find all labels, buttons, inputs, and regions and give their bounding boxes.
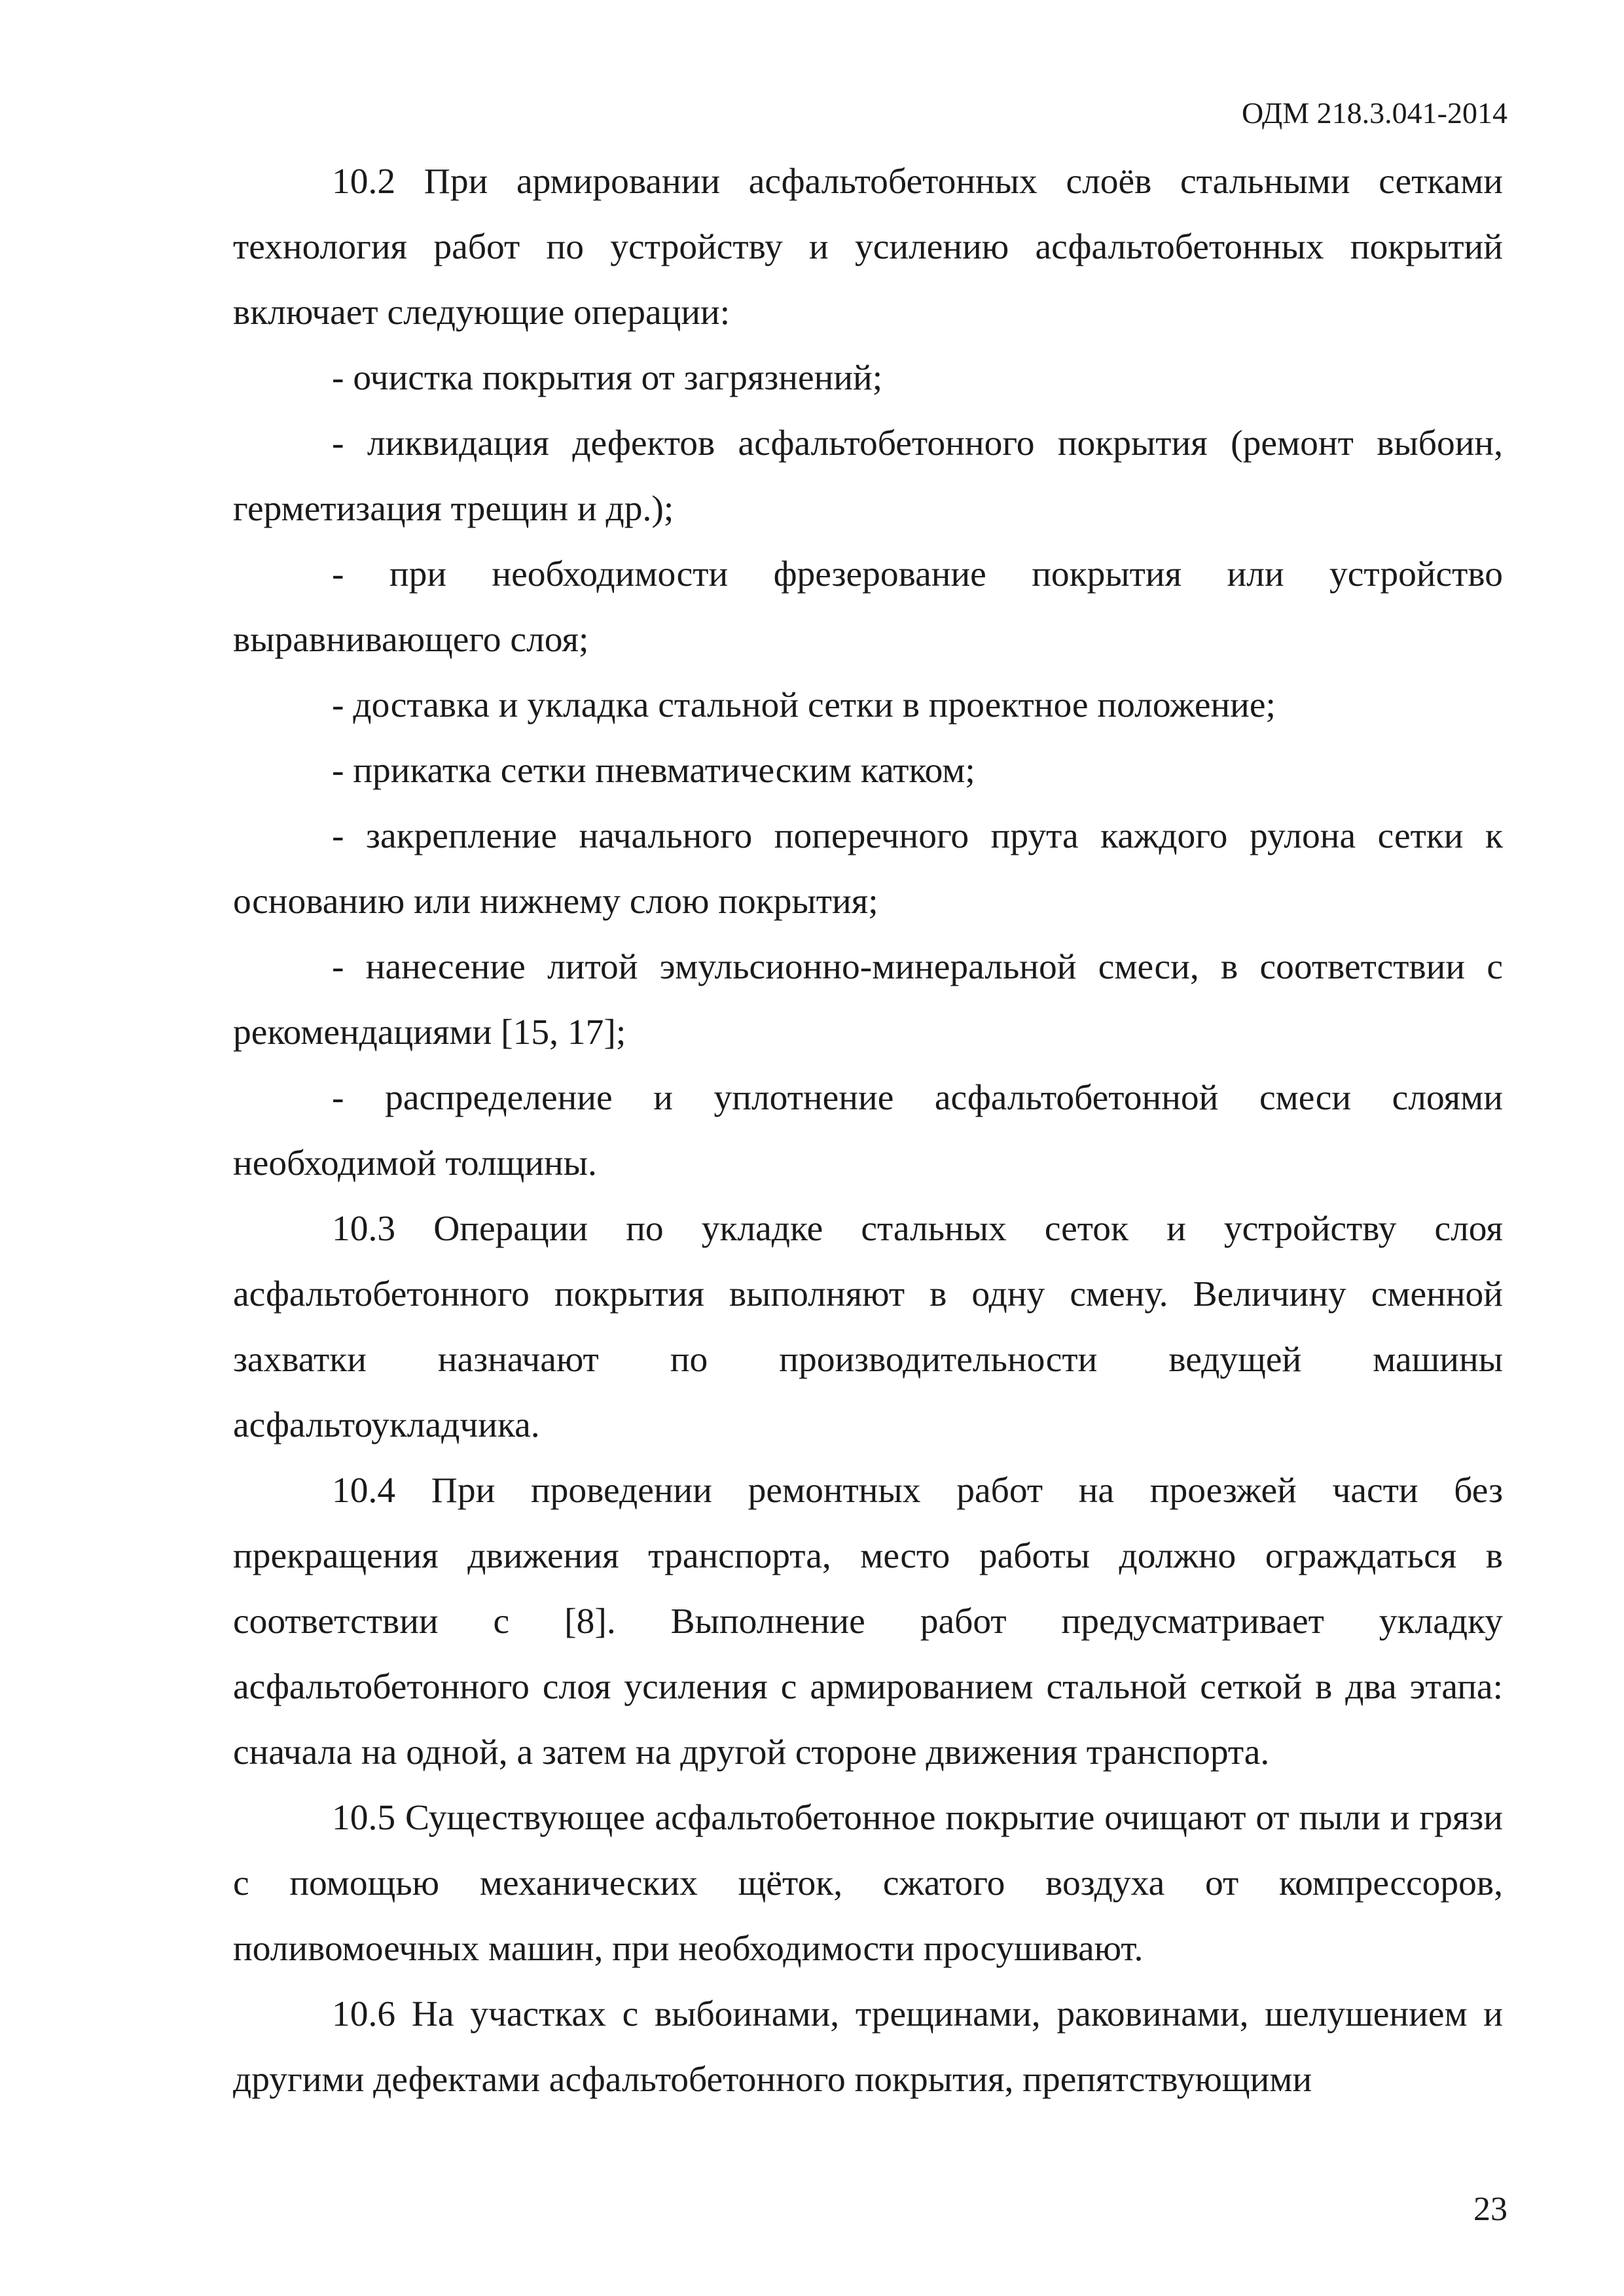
list-item-surface-cleaning: - очистка покрытия от загрязнений; xyxy=(332,358,883,398)
document-code-header: ОДМ 218.3.041-2014 xyxy=(1241,96,1507,130)
list-item-rod-fixing: - закрепление начального поперечного прута каждого рулона сетки к основанию или нижнему слою покрытия; xyxy=(233,816,1503,922)
list-item-mesh-delivery: - доставка и укладка стальной сетки в проектное положение; xyxy=(332,685,1276,725)
document-body xyxy=(233,149,1503,2113)
paragraph-10-3: 10.3 Операции по укладке стальных сеток и устройству слоя асфальтобетонного покрытия выполняют в одну смену. Величину сменной захватки назначают по производительности ведущей машины асфальтоукладчика. xyxy=(233,1209,1503,1445)
paragraph-10-4: 10.4 При проведении ремонтных работ на проезжей части без прекращения движения транспорта, место работы должно ограждаться в соответствии с [8]. Выполнение работ предусматривает укладку асфальтобетонного слоя усиления с армированием стальной сеткой в два этапа: сначала на одной, а затем на другой стороне движения транспорта. xyxy=(233,1471,1503,1772)
page-number: 23 xyxy=(1473,2191,1507,2228)
list-item-mesh-rolling: - прикатка сетки пневматическим катком; xyxy=(332,751,975,791)
list-item-asphalt-compaction: - распределение и уплотнение асфальтобетонной смеси слоями необходимой толщины. xyxy=(233,1078,1503,1183)
paragraph-10-2: 10.2 При армировании асфальтобетонных слоёв стальными сетками технология работ по устройству и усилению асфальтобетонных покрытий включает следующие операции: xyxy=(233,162,1503,332)
list-item-emulsion-mix: - нанесение литой эмульсионно-минеральной смеси, в соответствии с рекомендациями [15, 17]; xyxy=(233,947,1503,1052)
paragraph-10-6: 10.6 На участках с выбоинами, трещинами, раковинами, шелушением и другими дефектами асфальтобетонного покрытия, препятствующими xyxy=(233,1994,1503,2100)
list-item-milling-leveling: - при необходимости фрезерование покрытия или устройство выравнивающего слоя; xyxy=(233,554,1503,660)
list-item-defect-repair: - ликвидация дефектов асфальтобетонного покрытия (ремонт выбоин, герметизация трещин и др.); xyxy=(233,423,1503,529)
paragraph-10-5: 10.5 Существующее асфальтобетонное покрытие очищают от пыли и грязи с помощью механических щёток, сжатого воздуха от компрессоров, поливомоечных машин, при необходимости просушивают. xyxy=(233,1798,1503,1969)
